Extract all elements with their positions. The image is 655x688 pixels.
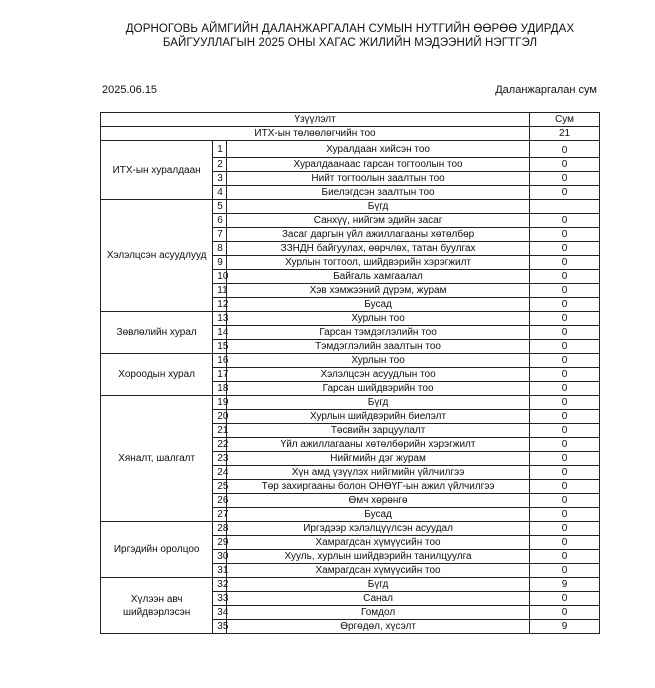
header-value: Сум — [530, 113, 600, 127]
indicator-label: Төр захиргааны болон ОНӨҮГ-ын ажил үйлчилгээ — [227, 480, 530, 494]
indicator-label: Хурлын шийдвэрийн биелэлт — [227, 410, 530, 424]
row-number: 4 — [213, 186, 227, 200]
indicator-value: 0 — [530, 270, 600, 284]
row-number: 16 — [213, 354, 227, 368]
indicator-value: 0 — [530, 158, 600, 172]
row-number: 14 — [213, 326, 227, 340]
indicator-value: 0 — [530, 466, 600, 480]
indicator-label: Бусад — [227, 508, 530, 522]
indicator-value: 0 — [530, 141, 600, 158]
row-number: 6 — [213, 214, 227, 228]
indicator-label: Засаг даргын үйл ажиллагааны хөтөлбөр — [227, 228, 530, 242]
indicator-label: Бусад — [227, 298, 530, 312]
indicator-value: 0 — [530, 242, 600, 256]
indicator-value: 0 — [530, 494, 600, 508]
indicator-label: ЗЗНДН байгуулах, өөрчлөх, татан буулгах — [227, 242, 530, 256]
indicator-value: 0 — [530, 424, 600, 438]
table-row — [101, 141, 600, 158]
indicator-label: Нийгмийн дэг журам — [227, 452, 530, 466]
total-label: ИТХ-ын төлөөлөгчийн тоо — [101, 127, 530, 141]
indicator-label: Хуралдаан хийсэн тоо — [227, 141, 530, 158]
indicator-value: 0 — [530, 564, 600, 578]
total-row — [101, 127, 600, 141]
indicator-label: Тэмдэглэлийн заалтын тоо — [227, 340, 530, 354]
row-number: 20 — [213, 410, 227, 424]
row-number: 35 — [213, 620, 227, 634]
row-number: 21 — [213, 424, 227, 438]
indicator-label: Хэлэлцсэн асуудлын тоо — [227, 368, 530, 382]
indicator-value: 0 — [530, 550, 600, 564]
indicator-label: Үйл ажиллагааны хөтөлбөрийн хэрэгжилт — [227, 438, 530, 452]
indicator-value: 9 — [530, 578, 600, 592]
row-number: 31 — [213, 564, 227, 578]
indicator-value: 0 — [530, 382, 600, 396]
indicator-value: 0 — [530, 284, 600, 298]
row-number: 30 — [213, 550, 227, 564]
table-row — [101, 578, 600, 592]
row-number: 19 — [213, 396, 227, 410]
row-number: 32 — [213, 578, 227, 592]
row-number: 13 — [213, 312, 227, 326]
indicator-label: Бүгд — [227, 396, 530, 410]
indicator-label: Гарсан шийдвэрийн тоо — [227, 382, 530, 396]
row-number: 22 — [213, 438, 227, 452]
indicator-value: 0 — [530, 256, 600, 270]
group-label: Хяналт, шалгалт — [101, 396, 213, 522]
row-number: 1 — [213, 141, 227, 158]
row-number: 11 — [213, 284, 227, 298]
indicator-label: Гарсан тэмдэглэлийн тоо — [227, 326, 530, 340]
row-number: 34 — [213, 606, 227, 620]
indicator-value: 0 — [530, 410, 600, 424]
indicator-label: Биелэгдсэн заалтын тоо — [227, 186, 530, 200]
table-row — [101, 312, 600, 326]
indicator-value: 0 — [530, 298, 600, 312]
indicator-value: 0 — [530, 438, 600, 452]
indicator-label: Төсвийн зарцуулалт — [227, 424, 530, 438]
group-label: Хороодын хурал — [101, 354, 213, 396]
table-row — [101, 354, 600, 368]
row-number: 24 — [213, 466, 227, 480]
table-row — [101, 522, 600, 536]
row-number: 7 — [213, 228, 227, 242]
indicator-label: Өргөдөл, хүсэлт — [227, 620, 530, 634]
indicator-value: 0 — [530, 172, 600, 186]
row-number: 12 — [213, 298, 227, 312]
row-number: 8 — [213, 242, 227, 256]
row-number: 27 — [213, 508, 227, 522]
row-number: 5 — [213, 200, 227, 214]
title-line-2: БАЙГУУЛЛАГЫН 2025 ОНЫ ХАГАС ЖИЛИЙН МЭДЭЭНИЙ НЭГТГЭЛ — [162, 37, 538, 49]
indicator-label: Нийт тогтоолын заалтын тоо — [227, 172, 530, 186]
indicator-value: 0 — [530, 452, 600, 466]
indicator-label: Хууль, хурлын шийдвэрийн танилцуулга — [227, 550, 530, 564]
group-label: Зөвлөлийн хурал — [101, 312, 213, 354]
indicator-value: 0 — [530, 340, 600, 354]
table-row — [101, 396, 600, 410]
title-line-1: ДОРНОГОВЬ АЙМГИЙН ДАЛАНЖАРГАЛАН СУМЫН НУТГИЙН ӨӨРӨӨ УДИРДАХ — [125, 23, 575, 35]
total-value: 21 — [530, 127, 600, 141]
indicator-label: Хамрагдсан хүмүүсийн тоо — [227, 564, 530, 578]
group-label: Иргэдийн оролцоо — [101, 522, 213, 578]
row-number: 15 — [213, 340, 227, 354]
row-number: 23 — [213, 452, 227, 466]
table-header-row — [101, 113, 600, 127]
indicator-value: 0 — [530, 368, 600, 382]
row-number: 10 — [213, 270, 227, 284]
indicator-label: Хүн амд үзүүлэх нийгмийн үйлчилгээ — [227, 466, 530, 480]
indicator-label: Хурлын тоо — [227, 312, 530, 326]
group-label: Хэлэлцсэн асуудлууд — [101, 200, 213, 312]
row-number: 18 — [213, 382, 227, 396]
table-row — [101, 200, 600, 214]
group-label: Хүлээн авч шийдвэрлэсэн — [101, 578, 213, 634]
row-number: 3 — [213, 172, 227, 186]
indicator-value — [530, 200, 600, 214]
document-title — [80, 22, 620, 50]
report-place: Даланжаргалан сум — [495, 84, 597, 96]
indicator-label: Хэв хэмжээний дүрэм, журам — [227, 284, 530, 298]
indicator-label: Өмч хөрөнгө — [227, 494, 530, 508]
indicator-value: 0 — [530, 396, 600, 410]
indicator-value: 0 — [530, 354, 600, 368]
indicator-value: 0 — [530, 326, 600, 340]
indicator-label: Санал — [227, 592, 530, 606]
indicator-label: Хурлын тогтоол, шийдвэрийн хэрэгжилт — [227, 256, 530, 270]
report-date: 2025.06.15 — [102, 84, 158, 96]
indicator-value: 0 — [530, 186, 600, 200]
row-number: 33 — [213, 592, 227, 606]
indicator-label: Хамрагдсан хүмүүсийн тоо — [227, 536, 530, 550]
indicator-value: 9 — [530, 620, 600, 634]
row-number: 9 — [213, 256, 227, 270]
indicator-label: Бүгд — [227, 200, 530, 214]
indicator-label: Байгаль хамгаалал — [227, 270, 530, 284]
row-number: 2 — [213, 158, 227, 172]
indicator-value: 0 — [530, 522, 600, 536]
report-table — [100, 112, 600, 634]
indicator-value: 0 — [530, 214, 600, 228]
header-indicator: Үзүүлэлт — [101, 113, 530, 127]
indicator-value: 0 — [530, 228, 600, 242]
group-label: ИТХ-ын хуралдаан — [101, 141, 213, 200]
indicator-value: 0 — [530, 606, 600, 620]
indicator-label: Хурлын тоо — [227, 354, 530, 368]
row-number: 29 — [213, 536, 227, 550]
indicator-value: 0 — [530, 536, 600, 550]
indicator-label: Гомдол — [227, 606, 530, 620]
indicator-value: 0 — [530, 592, 600, 606]
row-number: 17 — [213, 368, 227, 382]
row-number: 28 — [213, 522, 227, 536]
indicator-value: 0 — [530, 508, 600, 522]
indicator-label: Хуралдаанаас гарсан тогтоолын тоо — [227, 158, 530, 172]
indicator-label: Иргэдээр хэлэлцүүлсэн асуудал — [227, 522, 530, 536]
indicator-label: Санхүү, нийгэм эдийн засаг — [227, 214, 530, 228]
indicator-value: 0 — [530, 312, 600, 326]
indicator-value: 0 — [530, 480, 600, 494]
row-number: 26 — [213, 494, 227, 508]
row-number: 25 — [213, 480, 227, 494]
indicator-label: Бүгд — [227, 578, 530, 592]
